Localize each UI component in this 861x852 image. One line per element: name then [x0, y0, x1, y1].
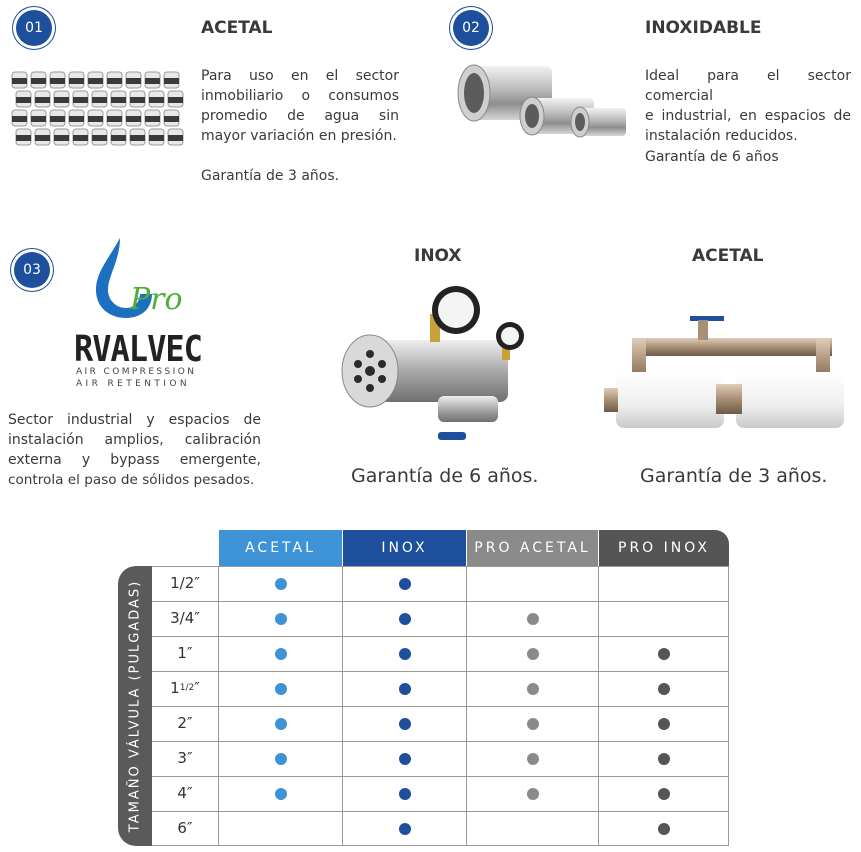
table-column-divider [466, 566, 467, 846]
availability-dot [275, 683, 287, 695]
description-line: controla el paso de sólidos pesados. [8, 472, 255, 488]
availability-dot [275, 613, 287, 625]
logo-brand-name: RVALVEC [74, 328, 202, 370]
valve-size-label: 3/4″ [170, 609, 200, 627]
valve-size-label: 1″ [177, 644, 193, 662]
availability-dot [527, 613, 539, 625]
availability-dot [527, 648, 539, 660]
availability-dot [399, 788, 411, 800]
description-line: mayor variación en presión. [201, 128, 397, 144]
description-line: Sector industrial y espacios de [8, 412, 261, 428]
table-column-divider [598, 566, 599, 846]
availability-dot [658, 683, 670, 695]
warranty-text: Garantía de 6 años. [351, 465, 539, 487]
availability-dot [275, 718, 287, 730]
valve-size-label: 3″ [177, 749, 193, 767]
description-line: Para uso en el sector [201, 68, 399, 84]
valve-size-label: 1 1/2 ″ [170, 679, 200, 697]
description-line: promedio de agua sin [201, 108, 399, 124]
valve-size-label: 1/2″ [170, 574, 200, 592]
table-row-divider [152, 671, 728, 672]
product-title: INOX [414, 246, 462, 266]
description-line: externa y bypass emergente, [8, 452, 261, 468]
logo-tagline: AIR RETENTION [76, 379, 190, 389]
column-header-inox: INOX [343, 530, 466, 566]
column-header-pro-acetal: PRO ACETAL [467, 530, 598, 566]
valve-size-label: 2″ [177, 714, 193, 732]
section-description [201, 66, 399, 146]
column-header-acetal: ACETAL [219, 530, 342, 566]
column-header-pro-inox: PRO INOX [599, 530, 729, 566]
table-column-divider [218, 566, 219, 846]
warranty-text: Garantía de 6 años [645, 149, 779, 165]
stainless-valves-image [452, 60, 632, 155]
section-number-badge: 01 [16, 10, 52, 46]
size-axis-label: TAMAÑO VÁLVULA (PULGADAS) [127, 579, 143, 833]
availability-dot [658, 753, 670, 765]
availability-dot [275, 753, 287, 765]
availability-dot [658, 648, 670, 660]
acetal-valves-image [8, 70, 188, 154]
availability-dot [658, 823, 670, 835]
section-description [8, 410, 261, 490]
description-line: e industrial, en espacios de [645, 108, 851, 124]
table-row-divider [152, 811, 728, 812]
section-number-badge: 02 [453, 10, 489, 46]
logo-pro-text: Pro [130, 282, 183, 317]
table-row-divider [152, 741, 728, 742]
availability-dot [527, 683, 539, 695]
availability-dot [399, 683, 411, 695]
availability-dot [527, 788, 539, 800]
warranty-text: Garantía de 3 años. [201, 168, 340, 184]
availability-dot [399, 613, 411, 625]
logo-tagline: AIR COMPRESSION [76, 367, 197, 377]
table-row-divider [152, 636, 728, 637]
table-row-divider [152, 601, 728, 602]
product-title: ACETAL [692, 246, 764, 266]
valve-size-label: 6″ [177, 819, 193, 837]
valve-size-label: 4″ [177, 784, 193, 802]
availability-dot [399, 578, 411, 590]
availability-dot [399, 648, 411, 660]
availability-dot [658, 718, 670, 730]
table-column-divider [728, 566, 729, 846]
brand-logo [70, 236, 220, 396]
acetal-bypass-image [604, 310, 852, 440]
availability-dot [275, 648, 287, 660]
description-line: instalación reducidos. [645, 128, 798, 144]
availability-dot [527, 753, 539, 765]
table-row-divider [152, 706, 728, 707]
warranty-text: Garantía de 3 años. [640, 465, 828, 487]
availability-dot [275, 578, 287, 590]
section-title: INOXIDABLE [645, 18, 762, 38]
section-number-badge: 03 [14, 252, 50, 288]
availability-dot [399, 718, 411, 730]
table-row-divider [152, 845, 728, 846]
availability-dot [527, 718, 539, 730]
table-column-divider [342, 566, 343, 846]
table-row-divider [152, 776, 728, 777]
inox-valve-image [338, 284, 538, 444]
availability-dot [658, 788, 670, 800]
table-row-divider [152, 566, 728, 567]
description-line: instalación amplios, calibración [8, 432, 261, 448]
availability-dot [275, 788, 287, 800]
description-line: Ideal para el sector comercial [645, 68, 851, 104]
section-title: ACETAL [201, 18, 273, 38]
description-line: inmobiliario o consumos [201, 88, 399, 104]
availability-dot [399, 823, 411, 835]
section-description [645, 66, 851, 146]
availability-dot [399, 753, 411, 765]
